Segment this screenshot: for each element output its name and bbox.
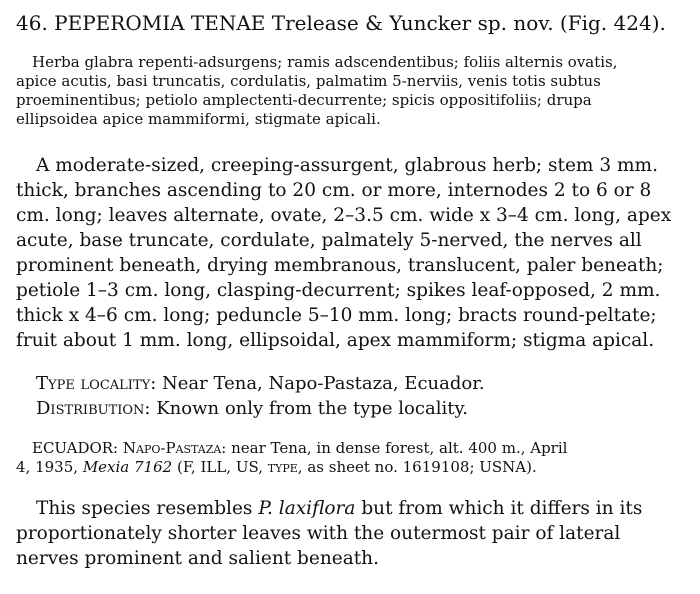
comparison-continuation: but from which it differs in its — [361, 498, 643, 519]
latin-line: apice acutis, basi truncatis, cordulatis, palmatim 5-nerviis, venis totis subtus — [16, 72, 601, 90]
latin-line: proeminentibus; petiolo amplectenti-decurrente; spicis oppositifoliis; drupa — [16, 91, 592, 109]
species-number: 46. — [16, 11, 48, 35]
description-line: fruit about 1 mm. long, ellipsoidal, apex mammiform; stigma apical. — [16, 330, 655, 351]
distribution-label: Distribution: — [36, 398, 151, 419]
description-line: A moderate-sized, creeping-assurgent, glabrous herb; stem 3 mm. — [36, 155, 658, 176]
distribution-text: Known only from the type locality. — [156, 398, 468, 419]
specimen-citation — [16, 439, 684, 477]
specimen-sheet: as sheet no. 1619108; USNA). — [307, 458, 537, 476]
description-line: cm. long; leaves alternate, ovate, 2–3.5 cm. wide x 3–4 cm. long, apex — [16, 205, 672, 226]
description-line: thick x 4–6 cm. long; peduncle 5–10 mm. long; bracts round-peltate; — [16, 305, 657, 326]
latin-line: Herba glabra repenti-adsurgens; ramis adscendentibus; foliis alternis ovatis, — [32, 53, 618, 71]
specimen-collector: Mexia 7162 — [82, 458, 173, 476]
comparison-line: proportionately shorter leaves with the outermost pair of lateral — [16, 523, 621, 544]
type-locality-label: Type locality: — [36, 373, 157, 394]
latin-line: ellipsoidea apice mammiformi, stigmate apicali. — [16, 110, 381, 128]
specimen-country: ECUADOR: — [32, 439, 119, 457]
specimen-province: Napo-Pastaza: — [122, 439, 227, 457]
specimen-locality: near Tena, in dense forest, alt. 400 m., April — [231, 439, 568, 457]
species-heading — [16, 10, 684, 36]
specimen-type-label: type, — [267, 458, 303, 476]
species-name: PEPEROMIA TENAE — [54, 11, 266, 35]
comparison-note — [16, 496, 684, 571]
description-line: petiole 1–3 cm. long, clasping-decurrent; spikes leaf-opposed, 2 mm. — [16, 280, 661, 301]
comparison-intro: This species resembles — [36, 498, 253, 519]
species-authority: Trelease & Yuncker sp. nov. — [271, 11, 554, 35]
latin-diagnosis — [16, 53, 684, 129]
type-locality — [16, 371, 684, 396]
description-line: thick, branches ascending to 20 cm. or more, internodes 2 to 6 or 8 — [16, 180, 652, 201]
description-line: prominent beneath, drying membranous, translucent, paler beneath; — [16, 255, 664, 276]
comparison-line: nerves prominent and salient beneath. — [16, 548, 379, 569]
english-description — [16, 153, 684, 353]
description-line: acute, base truncate, cordulate, palmately 5-nerved, the nerves all — [16, 230, 642, 251]
specimen-herbaria: (F, ILL, US, — [176, 458, 263, 476]
specimen-date: 4, 1935, — [16, 458, 79, 476]
compared-species: P. laxiflora — [258, 498, 356, 519]
figure-reference: (Fig. 424). — [559, 11, 666, 35]
distribution — [16, 396, 684, 421]
type-locality-text: Near Tena, Napo-Pastaza, Ecuador. — [162, 373, 485, 394]
